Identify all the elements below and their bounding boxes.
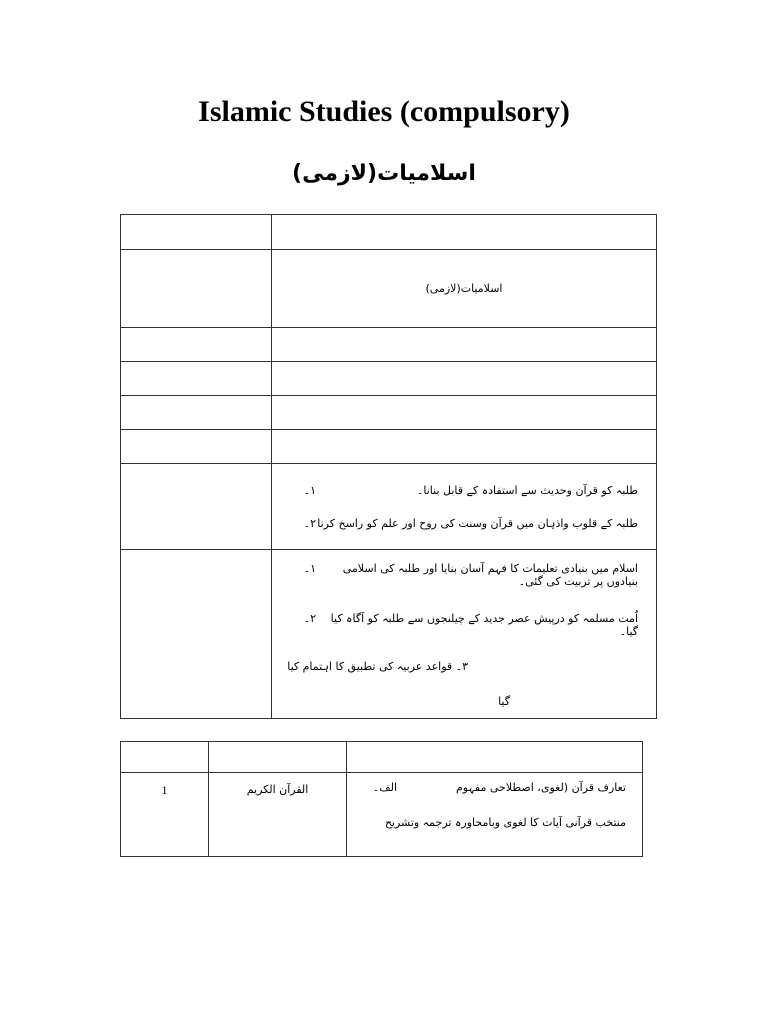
table-row xyxy=(121,215,657,250)
course-name: اسلامیات(لازمی) xyxy=(425,282,503,295)
content-text: منتخب قرآنی آیات کا لغوی وبامحاورہ ترجمہ وتشریح xyxy=(384,816,626,829)
outcome-text: اُمت مسلمہ کو درپیش عصر جدید کے چیلنجوں سے طلبہ کو آگاہ کیا گیا۔ xyxy=(330,612,638,638)
outcome-number: ۱۔ xyxy=(303,562,316,575)
table-cell xyxy=(272,396,657,430)
table-cell xyxy=(121,396,272,430)
table-cell xyxy=(209,742,347,773)
table-cell xyxy=(272,328,657,362)
table-cell xyxy=(121,550,272,719)
objectives-cell xyxy=(272,464,657,550)
outcome-item xyxy=(282,612,638,638)
objectives-row xyxy=(121,464,657,550)
outcomes-row xyxy=(121,550,657,719)
objective-number: ۱۔ xyxy=(303,483,316,497)
topic-label: القرآن الکریم xyxy=(246,783,309,796)
objective-text: طلبہ کے قلوب واذہان میں قرآن وسنت کی روح اور علم کو راسخ کرنا xyxy=(317,516,638,530)
content-item xyxy=(357,816,626,829)
table-row xyxy=(121,328,657,362)
course-info-table xyxy=(120,214,657,719)
page-title: Islamic Studies (compulsory) xyxy=(198,95,570,128)
table-cell xyxy=(347,742,643,773)
table-row xyxy=(121,250,657,328)
table-cell xyxy=(121,250,272,328)
objective-item xyxy=(282,517,638,530)
objective-text: طلبہ کو قرآن وحدیث سے استفادہ کے قابل بنانا۔ xyxy=(416,483,638,497)
table-cell xyxy=(121,328,272,362)
outcome-text: ۳۔ قواعد عربیہ کی تطبیق کا اہتمام کیا xyxy=(287,660,468,673)
table-header-row xyxy=(121,742,643,773)
urdu-title: اسلامیات(لازمی) xyxy=(292,161,476,186)
outcome-text: اسلام میں بنیادی تعلیمات کا فہم آسان بنایا اور طلبہ کی اسلامی بنیادوں پر تربیت کی گئی۔ xyxy=(342,562,638,588)
table-row xyxy=(121,396,657,430)
table-cell xyxy=(121,215,272,250)
unit-topic xyxy=(209,773,347,857)
table-cell xyxy=(121,430,272,464)
course-content-table xyxy=(120,741,643,857)
table-cell xyxy=(272,362,657,396)
table-row xyxy=(121,362,657,396)
outcome-text: گیا xyxy=(498,695,510,708)
table-cell xyxy=(272,430,657,464)
content-item xyxy=(357,781,626,794)
outcome-item xyxy=(282,660,638,673)
content-text: تعارف قرآن (لغوی، اصطلاحی مفہوم xyxy=(455,781,626,794)
outcome-item xyxy=(282,562,638,588)
outcomes-cell xyxy=(272,550,657,719)
table-cell xyxy=(121,362,272,396)
table-row xyxy=(121,773,643,857)
content-label: الف۔ xyxy=(372,781,397,794)
table-cell xyxy=(272,215,657,250)
course-name-cell xyxy=(272,250,657,328)
objective-item xyxy=(282,484,638,497)
table-row xyxy=(121,430,657,464)
unit-content xyxy=(347,773,643,857)
objective-number: ۲۔ xyxy=(303,516,316,530)
table-cell xyxy=(121,742,209,773)
outcome-number: ۲۔ xyxy=(303,612,316,625)
unit-number: 1 xyxy=(121,773,209,857)
table-cell xyxy=(121,464,272,550)
outcome-continuation xyxy=(282,695,638,708)
